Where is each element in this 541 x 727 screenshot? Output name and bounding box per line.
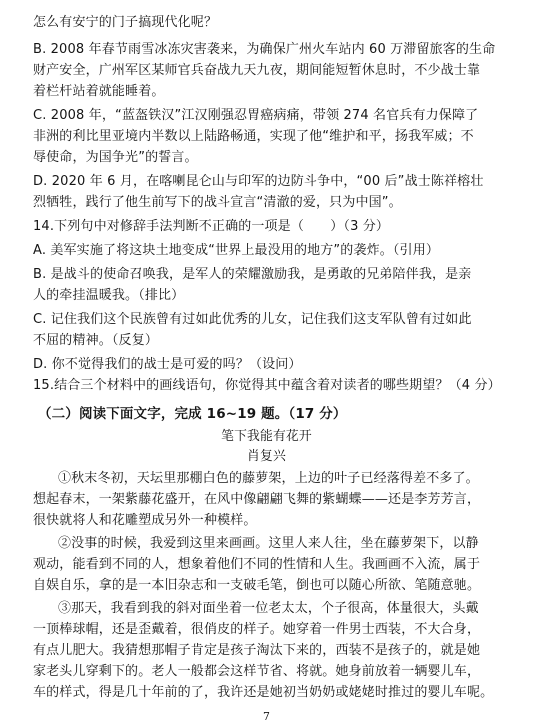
option-c: C. 记住我们这个民族曾有过如此优秀的儿女，记住我们这支军队曾有过如此 bbox=[33, 312, 472, 327]
text-line: 着栏杆站着就能睡着。 bbox=[33, 84, 165, 99]
text-line: C. 2008 年，“蓝盔铁汉”江汉刚强忍胃癌病痛，带领 274 名官兵有力保障了 bbox=[33, 108, 479, 123]
text-line: 怎么有安宁的门子搞现代化呢？ bbox=[33, 15, 218, 30]
paragraph-line: 自娱自乐，拿的是一本旧杂志和一支破毛笔，倒也可以随心所欲、笔随意驰。 bbox=[33, 578, 481, 593]
paragraph-line: 想起春末，一架紫藤花盛开，在风中像翩翩飞舞的紫蝴蝶——还是李芳芳言， bbox=[33, 492, 481, 507]
section-heading: （二）阅读下面文字，完成 16~19 题。（17 分） bbox=[38, 406, 347, 422]
text-line: D. 2020 年 6 月，在喀喇昆仑山与印军的边防斗争中，“00 后”战士陈祥榕壮 bbox=[33, 174, 484, 189]
article-author: 肖复兴 bbox=[247, 449, 286, 464]
text-line: 不屈的精神。（反复） bbox=[33, 333, 159, 348]
article-title: 笔下我能有花开 bbox=[221, 429, 312, 444]
paragraph-line: 很快就将人和花雕塑成另外一种模样。 bbox=[33, 513, 257, 528]
option-a: A. 美军实施了将这块土地变成“世界上最没用的地方”的袭炸。（引用） bbox=[33, 243, 439, 258]
option-b: B. 是战斗的使命召唤我，是军人的荣耀激励我，是勇敢的兄弟陪伴我，是亲 bbox=[33, 267, 472, 282]
paragraph-line: 车的样式，得是几十年前的了，我许还是她初当奶奶或姥姥时推过的婴儿车呢。 bbox=[33, 685, 494, 700]
paragraph-line: 家老头儿穿剩下的。老人一般都会这样节省、将就。她身前放着一辆婴儿车， bbox=[33, 664, 481, 679]
text-line: 人的牵挂温暖我。（排比） bbox=[33, 288, 185, 303]
text-line: 非洲的利比里亚境内半数以上陆路畅通，实现了他“维护和平，扬我军威；不 bbox=[33, 129, 474, 144]
text-line: 财产安全，广州军区某师官兵奋战九天九夜，期间能短暂休息时，不少战士靠 bbox=[33, 63, 481, 78]
paragraph-line: 有点儿肥大。我猜想那帽子肯定是孩子淘汰下来的，西装不是孩子的，就是她 bbox=[33, 643, 481, 658]
paragraph-line: ③那天，我看到我的斜对面坐着一位老太太，个子很高，体量很大，头戴 bbox=[58, 601, 479, 616]
paragraph-line: 观动，能看到不同的人，想象着他们不同的性情和人生。我画画不入流，属于 bbox=[33, 557, 481, 572]
text-line: 辱使命，为国争光”的誓言。 bbox=[33, 150, 198, 165]
option-d: D. 你不觉得我们的战士是可爱的吗？（设问） bbox=[33, 357, 302, 372]
paragraph-line: ①秋末冬初，天坛里那棚白色的藤萝架，上边的叶子已经落得差不多了。 bbox=[58, 471, 479, 486]
paragraph-line: 一顶棒球帽，还是歪戴着，很俏皮的样子。她穿着一件男士西装，不大合身， bbox=[33, 622, 481, 637]
question-14: 14.下列句中对修辞手法判断不正确的一项是（ ）（3 分） bbox=[33, 219, 390, 234]
question-15: 15.结合三个材料中的画线语句，你觉得其中蕴含着对读者的哪些期望？（4 分） bbox=[33, 378, 501, 393]
paragraph-line: ②没事的时候，我爱到这里来画画。这里人来人往，坐在藤萝架下，以静 bbox=[58, 536, 479, 551]
text-line: B. 2008 年春节雨雪冰冻灾害袭来，为确保广州火车站内 60 万滞留旅客的生命 bbox=[33, 42, 496, 57]
text-line: 烈牺牲，践行了他生前写下的战斗宣言“清澈的爱，只为中国”。 bbox=[33, 195, 402, 210]
page-number: 7 bbox=[262, 710, 271, 723]
